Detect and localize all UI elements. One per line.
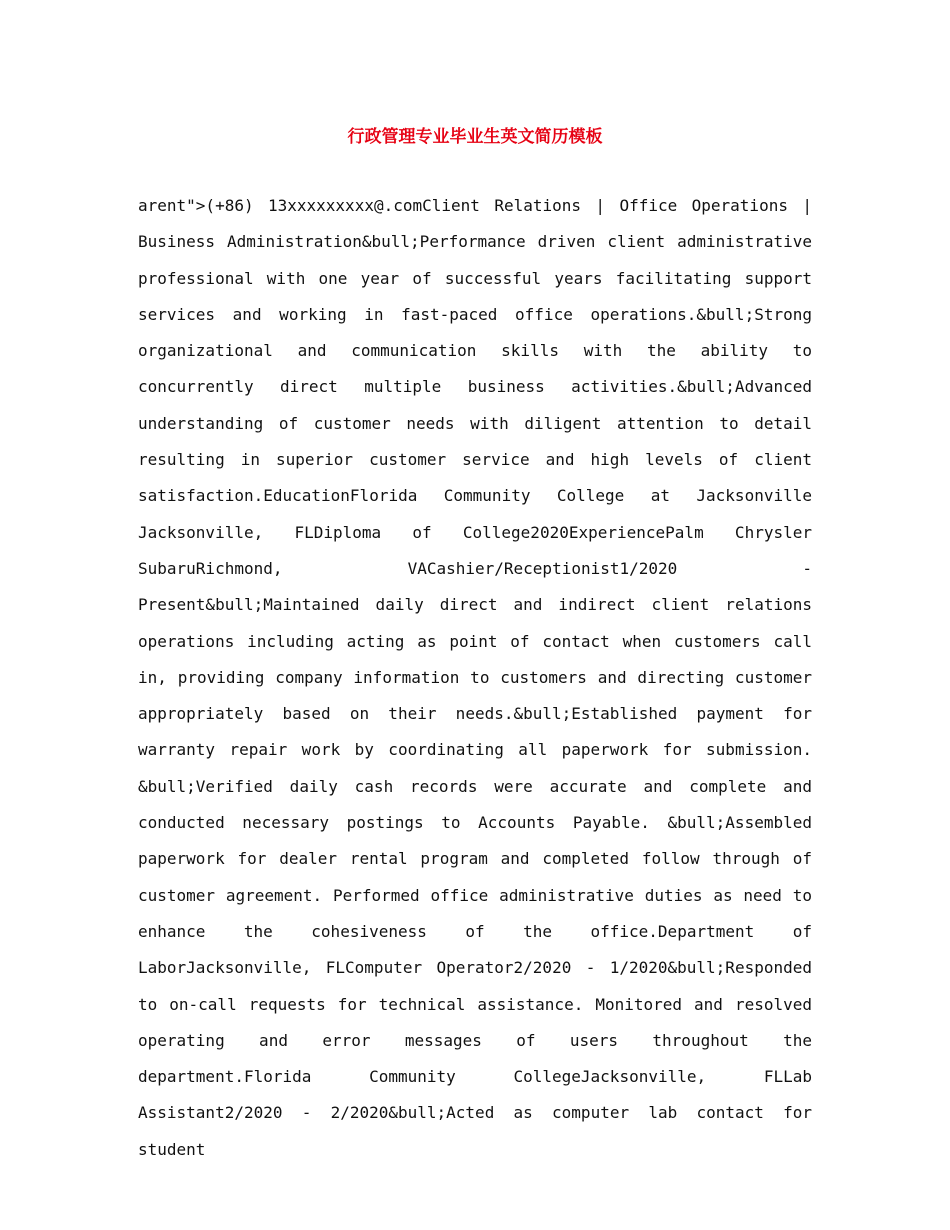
document-title: 行政管理专业毕业生英文简历模板 [347, 127, 603, 147]
resume-body-text: arent">(+86) 13xxxxxxxxx@.comClient Relations | Office Operations | Business Administration&bull;Performance driven client administrative professional with one year of successful years facilitating support services and working in fast-paced office operations.&bull;Strong organizational and communication skills with the ability to concurrently direct multiple business activities.&bull;Advanced understanding of customer needs with diligent attention to detail resulting in superior customer service and high levels of client satisfaction.EducationFlorida Community College at Jacksonville Jacksonville, FLDiploma of College2020ExperiencePalm Chrysler SubaruRichmond, VACashier/Receptionist1/2020 - Present&bull;Maintained daily direct and indirect client relations operations including acting as point of contact when customers call in, providing company information to customers and directing customer appropriately based on their needs.&bull;Established payment for warranty repair work by coordinating all paperwork for submission. &bull;Verified daily cash records were accurate and complete and conducted necessary postings to Accounts Payable. &bull;Assembled paperwork for dealer rental program and completed follow through of customer agreement. Performed office administrative duties as need to enhance the cohesiveness of the office.Department of LaborJacksonville, FLComputer Operator2/2020 - 1/2020&bull;Responded to on-call requests for technical assistance. Monitored and resolved operating and error messages of users throughout the department.Florida Community CollegeJacksonville, FLLab Assistant2/2020 - 2/2020&bull;Acted as computer lab contact for student [138, 196, 812, 1159]
